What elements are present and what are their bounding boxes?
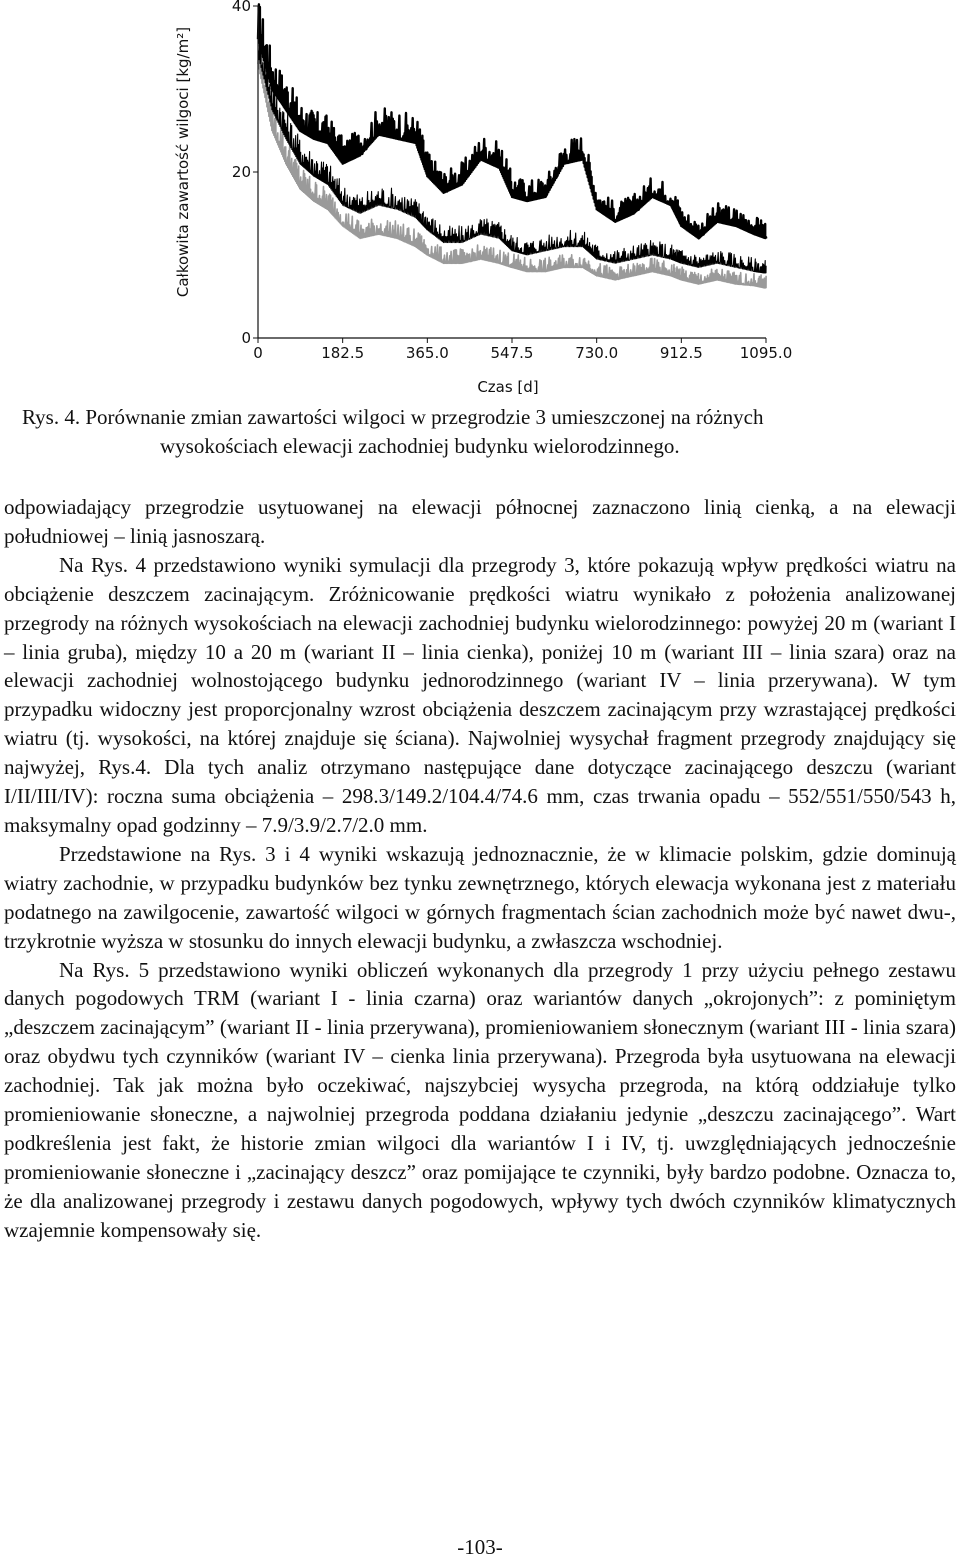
caption-line-1: Porównanie zmian zawartości wilgoci w przegrodzie 3 umieszczonej na różnych — [85, 405, 764, 429]
x-tick-label: 365.0 — [405, 344, 449, 362]
caption-label: Rys. 4. — [22, 405, 81, 429]
figure-caption — [22, 403, 952, 461]
tick-layer — [232, 0, 792, 362]
moisture-chart — [0, 0, 960, 400]
x-tick-label: 0 — [253, 344, 263, 362]
page-number: -103- — [457, 1535, 503, 1559]
paragraph-2: Na Rys. 4 przedstawiono wyniki symulacji dla przegrody 3, które pokazują wpływ prędkości wiatru na obciążenie deszczem zacinającym. Zróżnicowanie prędkości wiatru wynikało z położenia analizowanej przegrody na różnych wysokościach na elewacji zachodniej budynku wielorodzinnego: powyżej 20 m (wariant I – linia gruba), między 10 a 20 m (wariant II – linia cienka), poniżej 10 m (wariant III – linia szara) oraz na elewacji zachodniej wolnostojącego budynku jednorodzinnego (wariant IV – linia przerywana). W tym przypadku widoczny jest proporcjonalny wzrost obciążenia deszczem zacinającym przy wzrastającej prędkości wiatru (tj. wysokości, na której znajduje się ściana). Najwolniej wysychał fragment przegrody znajdujący się najwyżej, Rys.4. Dla tych analiz otrzymano następujące dane dotyczące zacinającego deszczu (wariant I/II/III/IV): roczna suma obciążenia – 298.3/149.2/104.4/74.6 mm, czas trwania opadu – 552/551/550/543 h, maksymalny opad godzinny – 7.9/3.9/2.7/2.0 mm. — [4, 552, 956, 837]
x-tick-label: 912.5 — [659, 344, 703, 362]
series-layer — [258, 4, 766, 288]
chart-canvas — [0, 0, 960, 400]
x-tick-label: 182.5 — [321, 344, 365, 362]
y-tick-label: 20 — [231, 163, 251, 181]
x-tick-label: 547.5 — [490, 344, 534, 362]
body-text — [4, 493, 956, 1245]
y-tick-label: 0 — [241, 329, 251, 347]
paragraph-3: Przedstawione na Rys. 3 i 4 wyniki wskazują jednoznacznie, że w klimacie polskim, gdzie dominują wiatry zachodnie, w przypadku budynków bez tynku zewnętrznego, których elewacja wykonana jest z materiału podatnego na zawilgocenie, zawartość wilgoci w górnych fragmentach ścian zachodnich może być nawet dwu-, trzykrotnie wyższa w stosunku do innych elewacji budynku, a zwłaszcza wschodniej. — [4, 841, 956, 953]
x-tick-label: 730.0 — [575, 344, 619, 362]
y-tick-label: 40 — [231, 0, 251, 15]
x-axis-label: Czas [d] — [477, 378, 539, 396]
x-tick-label: 1095.0 — [739, 344, 793, 362]
y-axis-label: Całkowita zawartość wilgoci [kg/m²] — [174, 26, 192, 298]
paragraph-4: Na Rys. 5 przedstawiono wyniki obliczeń wykonanych dla przegrody 1 przy użyciu pełnego zestawu danych pogodowych TRM (wariant I - linia czarna) oraz wariantów danych „okrojonych”: z pominiętym „deszczem zacinającym” (wariant II - linia przerywana), promieniowaniem słonecznym (wariant III - linia szara) oraz obydwu tych czynników (wariant IV – cienka linia przerywana). Przegroda była usytuowana na elewacji zachodniej. Tak jak można było oczekiwać, najszybciej wysycha przegroda, na którą oddziałuje tylko promieniowanie słoneczne, a najwolniej przegroda poddana działaniu jedynie „deszczu zacinającego”. Wart podkreślenia jest fakt, że historie zmian wilgoci dla wariantów I i IV, tj. uwzględniających jednocześnie promieniowanie słoneczne i „zacinający deszcz” oraz pomijające te czynniki, były bardzo podobne. Oznacza to, że dla analizowanej przegrody i zestawu danych pogodowych, wpływy tych dwóch czynników klimatycznych wzajemnie kompensowały się. — [4, 957, 956, 1242]
paragraph-1: odpowiadający przegrodzie usytuowanej na elewacji północnej zaznaczono linią cienką, a na elewacji południowej – linią jasnoszarą. — [4, 495, 956, 548]
caption-line-2: wysokościach elewacji zachodniej budynku wielorodzinnego. — [160, 434, 680, 458]
